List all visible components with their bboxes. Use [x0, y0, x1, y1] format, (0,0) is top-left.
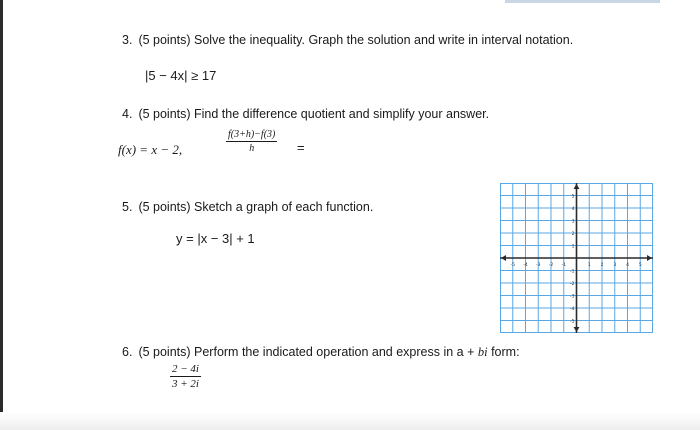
x-tick-label: 5 — [638, 263, 642, 268]
question-6-text-emphasis: bi — [477, 345, 488, 359]
y-tick-label: 3 — [571, 219, 575, 225]
difference-quotient-denominator: h — [249, 143, 255, 154]
question-5-text: (5 points) Sketch a graph of each function. — [138, 200, 374, 214]
x-tick-label: 4 — [626, 263, 629, 268]
question-3-inequality: |5 − 4x| ≥ 17 — [145, 68, 217, 83]
x-tick-label: -4 — [523, 263, 528, 268]
complex-fraction — [170, 363, 201, 390]
question-6-text-before: (5 points) Perform the indicated operation and express in a + — [138, 345, 478, 359]
complex-fraction-denominator: 3 + 2i — [172, 378, 199, 390]
y-tick-label: 5 — [571, 194, 575, 200]
question-3-number: 3. — [122, 33, 133, 47]
y-tick-label: -4 — [570, 307, 575, 312]
question-5-number: 5. — [122, 200, 133, 214]
coordinate-grid[interactable] — [500, 183, 653, 333]
x-tick-label: 2 — [600, 263, 604, 268]
y-tick-label: 2 — [571, 232, 575, 237]
question-6-prompt — [122, 345, 520, 360]
coordinate-grid-svg — [500, 183, 653, 333]
question-3-prompt — [122, 33, 573, 47]
question-6-number: 6. — [122, 345, 133, 359]
y-tick-label: 4 — [571, 207, 575, 212]
question-5-function: y = |x − 3| + 1 — [176, 231, 255, 246]
y-tick-label: -3 — [570, 294, 575, 300]
top-edge-bar — [505, 0, 660, 3]
x-tick-label: -1 — [561, 263, 566, 268]
question-4-number: 4. — [122, 107, 133, 121]
bottom-shade — [0, 412, 700, 430]
complex-fraction-numerator: 2 − 4i — [172, 363, 199, 375]
question-6-text-after: form: — [487, 345, 520, 359]
difference-quotient — [226, 129, 277, 154]
y-tick-label: 1 — [571, 244, 575, 250]
x-tick-label: 3 — [613, 263, 617, 268]
difference-quotient-numerator: f(3+h)−f(3) — [228, 129, 276, 140]
x-tick-label: 1 — [587, 263, 591, 268]
question-3-text: (5 points) Solve the inequality. Graph the solution and write in interval notation. — [138, 33, 574, 47]
question-4-prompt — [122, 107, 489, 121]
y-tick-label: -1 — [570, 269, 575, 275]
y-tick-label: -2 — [570, 282, 575, 287]
question-5-prompt — [122, 200, 373, 214]
question-4-equals: = — [297, 140, 305, 155]
left-edge-rule — [0, 0, 3, 430]
question-4-function: f(x) = x − 2, — [118, 142, 183, 157]
x-tick-label: -5 — [510, 263, 515, 268]
x-tick-label: -3 — [536, 263, 541, 268]
question-4-text: (5 points) Find the difference quotient and simplify your answer. — [138, 107, 490, 121]
x-tick-label: -2 — [548, 263, 554, 268]
y-tick-label: -5 — [570, 319, 575, 325]
